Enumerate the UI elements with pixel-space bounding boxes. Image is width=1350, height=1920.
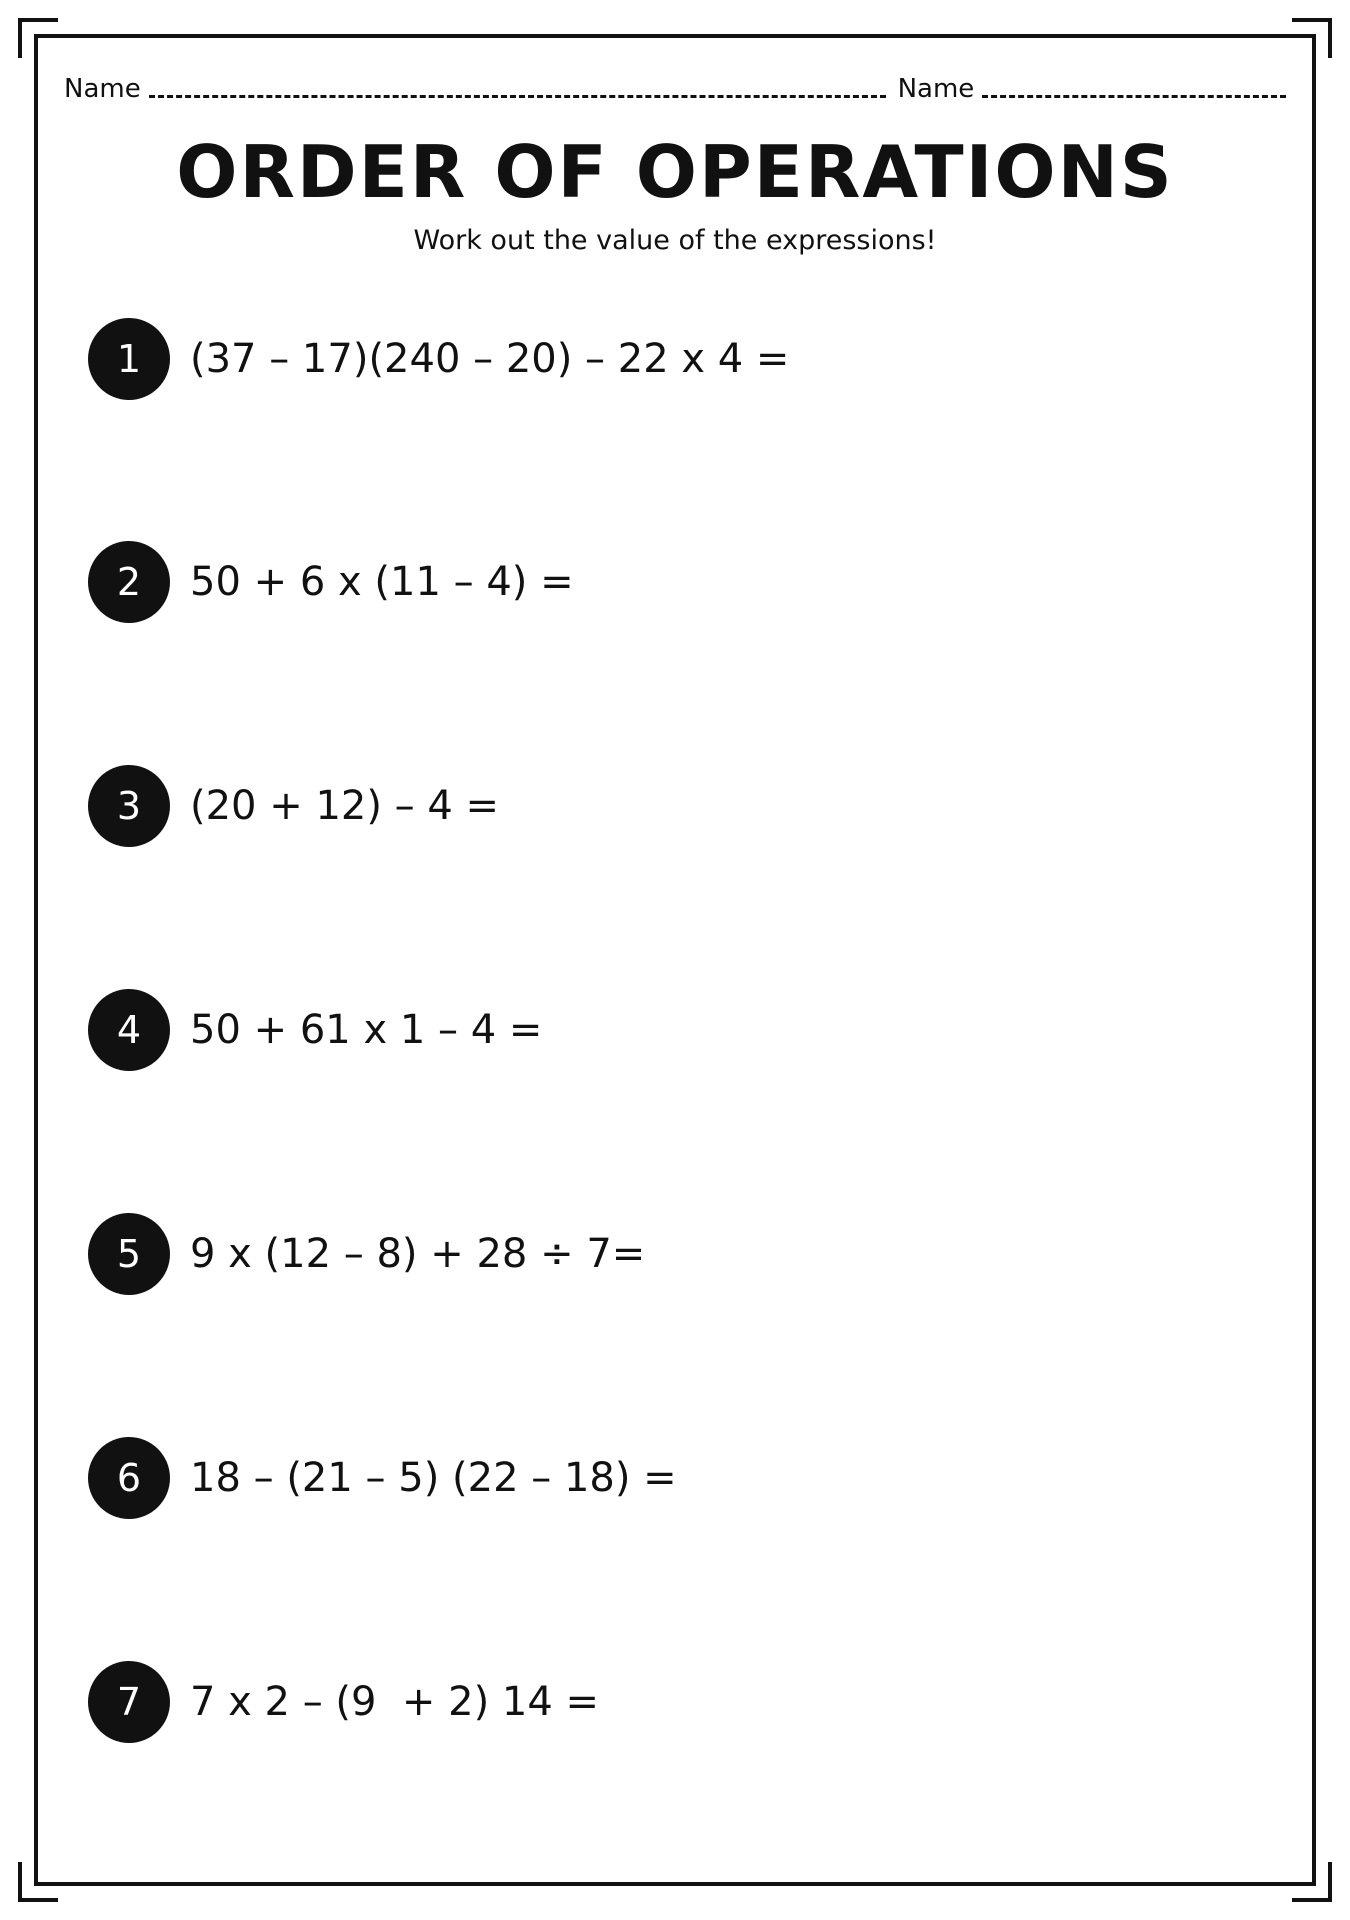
problem-3 [88,765,499,847]
problem-4 [88,989,542,1071]
problem-number-badge: 1 [88,318,170,400]
problem-2 [88,541,574,623]
problem-7 [88,1661,599,1743]
page-subtitle: Work out the value of the expressions! [413,225,937,256]
corner-mark-top-left [18,18,58,58]
page-border [34,34,1316,1886]
problem-number-badge: 5 [88,1213,170,1295]
corner-mark-bottom-left [18,1862,58,1902]
problem-number-badge: 4 [88,989,170,1071]
problem-expression: (20 + 12) – 4 = [190,783,500,829]
problem-number-badge: 3 [88,765,170,847]
problem-6 [88,1437,677,1519]
problem-expression: 9 x (12 – 8) + 28 ÷ 7= [190,1231,646,1277]
problem-number-badge: 2 [88,541,170,623]
name-row [64,64,1286,104]
corner-mark-top-right [1292,18,1332,58]
problem-expression: 50 + 6 x (11 – 4) = [190,559,574,605]
problem-5 [88,1213,645,1295]
name-line-2[interactable] [982,95,1286,98]
problem-expression: 18 – (21 – 5) (22 – 18) = [190,1455,677,1501]
problem-1 [88,318,789,400]
name-line-1[interactable] [149,95,886,98]
name-label-1: Name [64,74,141,104]
problem-expression: (37 – 17)(240 – 20) – 22 x 4 = [190,336,790,382]
problem-number-badge: 7 [88,1661,170,1743]
problem-expression: 7 x 2 – (9 + 2) 14 = [190,1679,600,1725]
problem-number-badge: 6 [88,1437,170,1519]
name-label-2: Name [897,74,975,104]
corner-mark-bottom-right [1292,1862,1332,1902]
page-title: ORDER OF OPERATIONS [176,130,1174,214]
problem-expression: 50 + 61 x 1 – 4 = [190,1007,543,1053]
